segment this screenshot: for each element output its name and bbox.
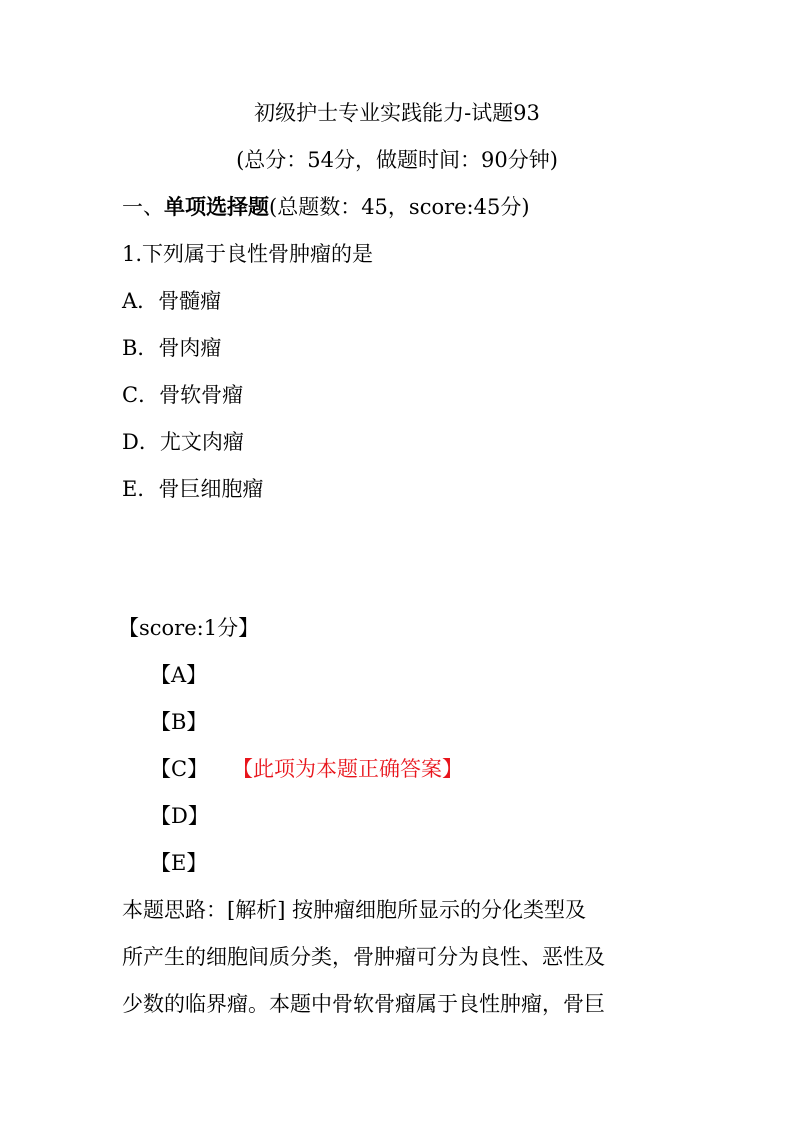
section-number: 一、 (122, 195, 164, 219)
option-e: E．骨巨细胞瘤 (122, 477, 264, 501)
section-name: 单项选择题 (164, 194, 269, 219)
analysis-line-2: 所产生的细胞间质分类，骨肿瘤可分为良性、恶性及 (122, 945, 605, 969)
score-label: 【score:1分】 (118, 616, 260, 640)
analysis-line-3: 少数的临界瘤。本题中骨软骨瘤属于良性肿瘤，骨巨 (122, 992, 605, 1016)
option-b: B．骨肉瘤 (122, 336, 222, 360)
answer-choice-c: 【C】 (150, 757, 209, 781)
page-title: 初级护士专业实践能力-试题93 (254, 101, 540, 125)
answer-choice-b: 【B】 (150, 710, 208, 734)
section-info: (总题数：45，score:45分) (269, 195, 530, 219)
analysis-line-1: 本题思路：[解析] 按肿瘤细胞所显示的分化类型及 (122, 898, 587, 922)
answer-choice-d: 【D】 (150, 804, 209, 828)
option-a: A．骨髓瘤 (122, 289, 222, 313)
correct-answer-note: 【此项为本题正确答案】 (232, 757, 463, 781)
option-c: C．骨软骨瘤 (122, 383, 244, 407)
question-stem: 1.下列属于良性骨肿瘤的是 (122, 242, 374, 266)
page-subtitle: (总分：54分，做题时间：90分钟) (236, 148, 558, 172)
answer-choice-e: 【E】 (150, 851, 208, 875)
answer-choice-a: 【A】 (150, 663, 208, 687)
section-heading (122, 194, 530, 220)
option-d: D．尤文肉瘤 (122, 430, 244, 454)
